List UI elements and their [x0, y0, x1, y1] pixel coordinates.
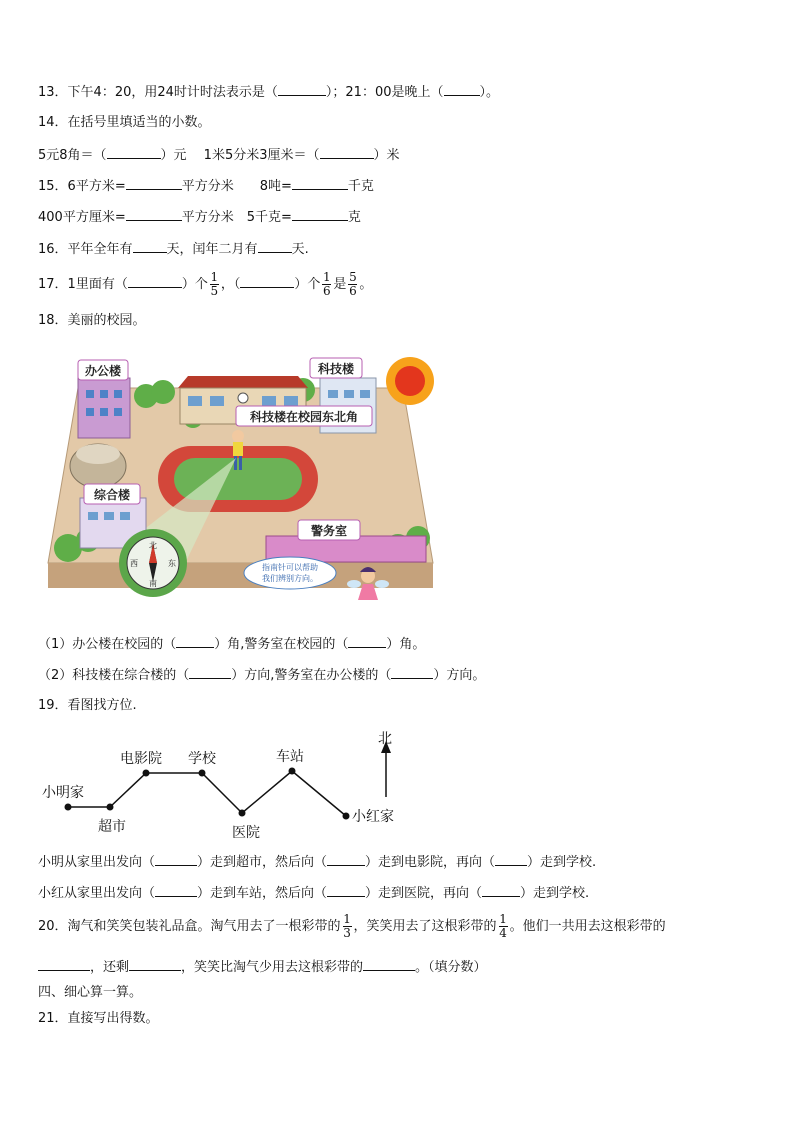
- answer-blank[interactable]: [176, 634, 214, 648]
- answer-blank[interactable]: [133, 239, 167, 253]
- sun-icon: [386, 357, 434, 405]
- question-15-line2: 400平方厘米= 平方分米 5千克= 克: [38, 207, 361, 227]
- question-19-line1: 小明从家里出发向（ ）走到超市，然后向（ ）走到电影院，再向（ ）走到学校.: [38, 852, 596, 872]
- answer-blank[interactable]: [327, 883, 365, 897]
- question-18-title: 18．美丽的校园。: [38, 313, 146, 328]
- fraction-five-sixths: $\frac{5}{6}$: [349, 270, 357, 298]
- answer-blank[interactable]: [292, 176, 348, 190]
- answer-blank[interactable]: [107, 145, 161, 159]
- answer-blank[interactable]: [38, 957, 90, 971]
- answer-blank[interactable]: [155, 883, 197, 897]
- place-cinema-label: 电影院: [120, 751, 162, 767]
- answer-blank[interactable]: [482, 883, 520, 897]
- fraction-one-sixth: $\frac{1}{6}$: [323, 270, 331, 298]
- answer-blank[interactable]: [327, 852, 365, 866]
- place-school-label: 学校: [188, 751, 216, 767]
- question-15-line1: 15．6平方米= 平方分米 8吨= 千克: [38, 176, 374, 196]
- question-13: 13．下午4：20，用24时计时法表示是（ ）；21：00是晚上（ ）。: [38, 82, 499, 102]
- answer-blank[interactable]: [495, 852, 527, 866]
- svg-text:科技楼在校园东北角: 科技楼在校园东北角: [249, 410, 359, 424]
- svg-text:办公楼: 办公楼: [84, 364, 122, 378]
- speech-label: [236, 406, 372, 426]
- place-home-label: 小明家: [42, 785, 84, 801]
- question-20-line2: ，还剩 ，笑笑比淘气少用去这根彩带的 。（填分数）: [38, 957, 487, 977]
- answer-blank[interactable]: [126, 176, 182, 190]
- round-building: [70, 444, 126, 488]
- answer-blank[interactable]: [320, 145, 374, 159]
- svg-text:警务室: 警务室: [310, 524, 348, 538]
- fraction-one-fourth: $\frac{1}{4}$: [499, 912, 507, 940]
- section-4-heading: 四、细心算一算。: [38, 985, 143, 1000]
- north-label: 北: [378, 731, 392, 747]
- speech-bubble: [244, 557, 336, 589]
- answer-blank[interactable]: [363, 957, 415, 971]
- question-18-part1: （1）办公楼在校园的（ ）角,警务室在校园的（ ）角。: [38, 634, 425, 654]
- question-14-line: 5元8角＝（ ）元 1米5分米3厘米＝（ ）米: [38, 145, 400, 165]
- place-hospital-label: 医院: [232, 825, 260, 841]
- question-17: 17．1里面有（ ）个 $\frac{1}{5}$ ，（ ）个 $\frac{1}{6}$ 是 $\frac{5}{6}$ 。: [38, 270, 373, 298]
- svg-text:综合楼: 综合楼: [93, 488, 131, 502]
- answer-blank[interactable]: [126, 207, 182, 221]
- campus-illustration: [38, 348, 448, 613]
- svg-text:科技楼: 科技楼: [317, 362, 355, 376]
- answer-blank[interactable]: [444, 82, 480, 96]
- office-building: [78, 360, 130, 438]
- answer-blank[interactable]: [348, 634, 386, 648]
- answer-blank[interactable]: [189, 665, 231, 679]
- answer-blank[interactable]: [155, 852, 197, 866]
- question-21: 21．直接写出得数。: [38, 1011, 159, 1026]
- answer-blank[interactable]: [129, 957, 181, 971]
- question-20-line1: 20．淘气和笑笑包装礼品盒。淘气用去了一根彩带的 $\frac{1}{3}$ ，笑笑用去了这根彩带的 $\frac{1}{4}$ 。他们一共用去这根彩带的: [38, 912, 666, 940]
- question-19-line2: 小红从家里出发向（ ）走到车站，然后向（ ）走到医院，再向（ ）走到学校.: [38, 883, 589, 903]
- svg-text:西: 西: [130, 559, 138, 568]
- question-18-part2: （2）科技楼在综合楼的（ ）方向,警务室在办公楼的（ ）方向。: [38, 665, 485, 685]
- route-diagram: [38, 725, 418, 845]
- svg-text:指南针可以帮助: 指南针可以帮助: [262, 563, 318, 572]
- answer-blank[interactable]: [391, 665, 433, 679]
- answer-blank[interactable]: [292, 207, 348, 221]
- question-16: 16．平年全年有 天，闰年二月有 天.: [38, 239, 309, 259]
- place-hong-label: 小红家: [352, 809, 394, 825]
- svg-text:东: 东: [168, 559, 176, 568]
- answer-blank[interactable]: [258, 239, 292, 253]
- answer-blank[interactable]: [128, 274, 182, 288]
- answer-blank[interactable]: [240, 274, 294, 288]
- place-market-label: 超市: [98, 819, 126, 835]
- svg-text:我们辨别方向。: 我们辨别方向。: [262, 574, 318, 583]
- answer-blank[interactable]: [278, 82, 326, 96]
- svg-text:南: 南: [149, 579, 157, 588]
- question-19-title: 19．看图找方位.: [38, 698, 137, 713]
- place-station-label: 车站: [276, 749, 304, 765]
- fraction-one-fifth: $\frac{1}{5}$: [210, 270, 219, 298]
- svg-text:北: 北: [149, 541, 157, 550]
- fraction-one-third: $\frac{1}{3}$: [343, 912, 351, 940]
- compass-icon: [119, 529, 187, 597]
- question-14-title: 14．在括号里填适当的小数。: [38, 115, 211, 130]
